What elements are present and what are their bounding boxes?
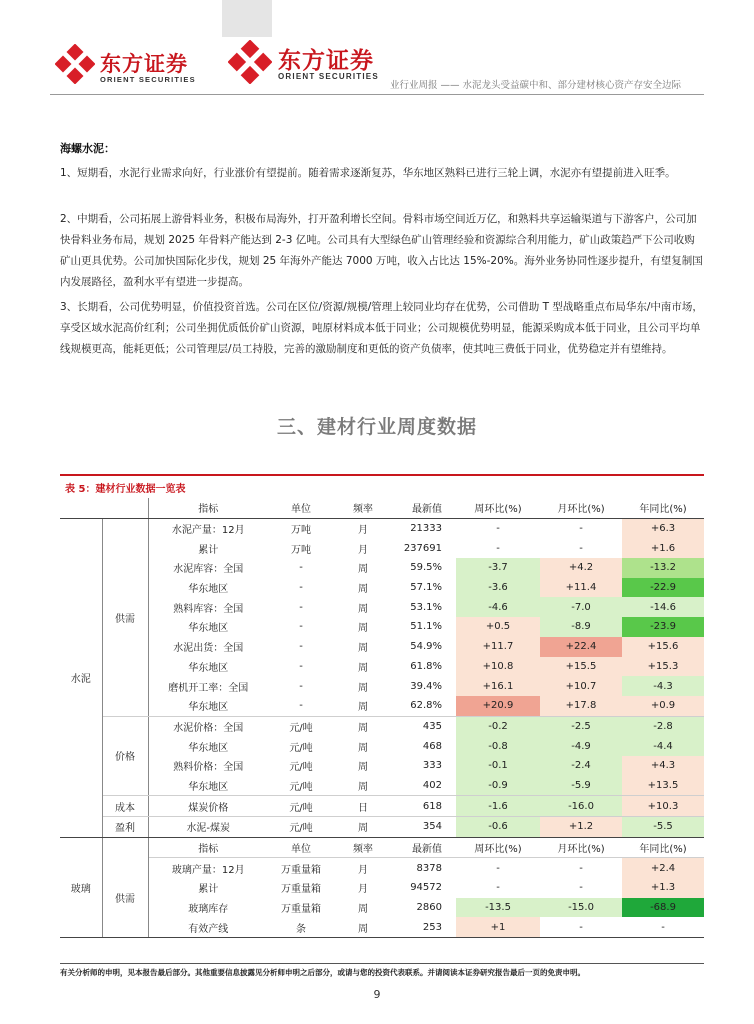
table-row bbox=[60, 796, 704, 817]
change-value: +4.3 bbox=[622, 756, 704, 776]
data-value: - bbox=[299, 582, 303, 594]
data-value: 周 bbox=[358, 904, 368, 916]
column-header: 指标 bbox=[148, 498, 268, 518]
data-value: - bbox=[299, 641, 303, 653]
table-row bbox=[60, 756, 704, 776]
change-value: +0.9 bbox=[622, 696, 704, 716]
data-value: 周 bbox=[334, 696, 392, 716]
category-label: 价格 bbox=[102, 716, 148, 796]
column-header: 月环比(%) bbox=[540, 498, 622, 518]
category-label: 供需 bbox=[102, 858, 148, 938]
change-value: - bbox=[622, 917, 704, 937]
change-value: - bbox=[579, 523, 583, 535]
table-row bbox=[60, 657, 704, 677]
logo-cn-2: 东方证券 bbox=[278, 48, 374, 74]
data-value: 237691 bbox=[403, 542, 442, 554]
data-value: 51.1% bbox=[410, 621, 442, 633]
data-value: 94572 bbox=[410, 882, 442, 894]
data-value: 元/吨 bbox=[268, 817, 334, 838]
indicator-name: 累计 bbox=[198, 544, 219, 556]
change-value: +11.7 bbox=[456, 637, 540, 657]
change-value: - bbox=[579, 862, 583, 874]
column-header: 年同比(%) bbox=[622, 837, 704, 858]
data-value: 元/吨 bbox=[268, 796, 334, 817]
indicator-name: 有效产线 bbox=[148, 917, 268, 937]
column-header: 频率 bbox=[334, 837, 392, 858]
change-value: -5.9 bbox=[540, 776, 622, 796]
data-value: 万吨 bbox=[291, 525, 311, 537]
change-value: -5.5 bbox=[622, 817, 704, 838]
data-value: - bbox=[268, 696, 334, 716]
orient-logo-icon bbox=[228, 40, 272, 84]
change-value: +1.6 bbox=[622, 538, 704, 558]
change-value: -14.6 bbox=[622, 597, 704, 617]
column-header: 年同比(%) bbox=[622, 498, 704, 518]
table-row bbox=[60, 817, 704, 838]
table-row bbox=[60, 878, 704, 898]
column-header: 频率 bbox=[334, 498, 392, 518]
change-value: -0.2 bbox=[456, 716, 540, 736]
change-value: -2.4 bbox=[540, 756, 622, 776]
change-value: -2.5 bbox=[540, 716, 622, 736]
data-value: 周 bbox=[358, 662, 368, 674]
change-value: -4.9 bbox=[540, 736, 622, 756]
data-value: 468 bbox=[422, 740, 442, 752]
change-value: +15.6 bbox=[622, 637, 704, 657]
paragraph-2: 2、中期看，公司拓展上游骨料业务，积极布局海外，打开盈利增长空间。骨料市场空间近万亿，和熟料共享运输渠道与下游客户，公司加快骨料业务布局，规划 2025 年骨料产能达到 2-3 亿吨。公司具有大型绿色矿山管理经验和资源综合利用能力，矿山政策趋严下公司收购矿山更具优势。公司加快国际化步伐，规划 25 年海外产能达 7000 万吨，收入占比达 15%-20%。海外业务协同性逐步提升，有望复制国内发展路径，盈利水平有望进一步提高。 bbox=[60, 213, 703, 288]
change-value: -68.9 bbox=[622, 898, 704, 918]
change-value: -23.9 bbox=[622, 617, 704, 637]
indicator-name: 华东地区 bbox=[148, 696, 268, 716]
data-value: 万吨 bbox=[291, 544, 311, 556]
change-value: -3.7 bbox=[456, 558, 540, 578]
table-row bbox=[60, 696, 704, 716]
table-row bbox=[60, 676, 704, 696]
data-value: - bbox=[299, 562, 303, 574]
indicator-name: 玻璃产量：12月 bbox=[171, 864, 245, 876]
data-value: 周 bbox=[358, 564, 368, 576]
indicator-name: 熟料库容：全国 bbox=[173, 603, 244, 615]
page-number: 9 bbox=[373, 988, 381, 1001]
category-label: 成本 bbox=[102, 796, 148, 817]
table-row bbox=[60, 578, 704, 598]
change-value: -0.6 bbox=[456, 817, 540, 838]
logo-en-2: ORIENT SECURITIES bbox=[278, 72, 379, 81]
data-value: 53.1% bbox=[410, 601, 442, 613]
change-value: -0.9 bbox=[456, 776, 540, 796]
data-value: 618 bbox=[392, 796, 456, 817]
column-header: 月环比(%) bbox=[540, 837, 622, 858]
section-title: 海螺水泥： bbox=[60, 142, 115, 155]
data-value: 周 bbox=[358, 682, 368, 694]
table-row bbox=[60, 637, 704, 657]
column-header: 周环比(%) bbox=[456, 837, 540, 858]
chapter-title: 三、建材行业周度数据 bbox=[276, 416, 477, 438]
change-value: +22.4 bbox=[540, 637, 622, 657]
change-value: -3.6 bbox=[456, 578, 540, 598]
table-row bbox=[60, 898, 704, 918]
change-value: +10.7 bbox=[540, 676, 622, 696]
indicator-name: 华东地区 bbox=[148, 776, 268, 796]
data-value: 月 bbox=[358, 544, 368, 556]
footer-disclaimer: 有关分析师的申明，见本报告最后部分。其他重要信息披露见分析师申明之后部分，或请与您的投资代表联系。并请阅读本证券研究报告最后一页的免责申明。 bbox=[60, 968, 585, 977]
change-value: +1.3 bbox=[622, 878, 704, 898]
data-value: - bbox=[299, 660, 303, 672]
table-row bbox=[60, 736, 704, 756]
data-value: 54.9% bbox=[410, 641, 442, 653]
header-blank bbox=[102, 837, 148, 858]
indicator-name: 水泥库容：全国 bbox=[173, 564, 244, 576]
glass-header-row bbox=[60, 837, 704, 858]
table-top-rule bbox=[60, 474, 704, 476]
change-value: +17.8 bbox=[540, 696, 622, 716]
table-row bbox=[60, 776, 704, 796]
data-value: - bbox=[299, 680, 303, 692]
data-value: 月 bbox=[358, 884, 368, 896]
change-value: -0.1 bbox=[456, 756, 540, 776]
column-header: 最新值 bbox=[392, 498, 456, 518]
change-value: +10.8 bbox=[456, 657, 540, 677]
indicator-name: 玻璃库存 bbox=[188, 904, 229, 916]
change-value: +20.9 bbox=[456, 696, 540, 716]
indicator-name: 熟料价格：全国 bbox=[173, 762, 244, 774]
change-value: -4.3 bbox=[622, 676, 704, 696]
change-value: - bbox=[496, 882, 500, 894]
category-label: 供需 bbox=[102, 518, 148, 716]
data-value: 月 bbox=[358, 525, 368, 537]
data-value: 万重量箱 bbox=[281, 884, 321, 896]
data-value: - bbox=[299, 601, 303, 613]
data-value: 周 bbox=[358, 603, 368, 615]
change-value: -1.6 bbox=[456, 796, 540, 817]
orient-logo-icon bbox=[55, 44, 95, 84]
change-value: -0.8 bbox=[456, 736, 540, 756]
table-row bbox=[60, 518, 704, 538]
change-value: +6.3 bbox=[622, 518, 704, 538]
table-row bbox=[60, 716, 704, 736]
report-header-line: 业行业周报 —— 水泥龙头受益碳中和、部分建材核心资产存安全边际 bbox=[390, 80, 682, 91]
data-value: 59.5% bbox=[410, 562, 442, 574]
header-gray-block bbox=[222, 0, 272, 37]
data-value: 354 bbox=[392, 817, 456, 838]
column-header: 单位 bbox=[268, 837, 334, 858]
change-value: - bbox=[579, 882, 583, 894]
indicator-name: 水泥价格：全国 bbox=[173, 722, 244, 734]
indicator-name: 水泥产量：12月 bbox=[171, 525, 245, 537]
indicator-name: 华东地区 bbox=[188, 584, 229, 596]
table-row bbox=[60, 617, 704, 637]
data-value: 333 bbox=[422, 760, 442, 772]
data-value: 周 bbox=[358, 742, 368, 754]
column-header: 周环比(%) bbox=[456, 498, 540, 518]
data-value: 21333 bbox=[410, 523, 442, 535]
change-value: +1.2 bbox=[540, 817, 622, 838]
change-value: -16.0 bbox=[540, 796, 622, 817]
paragraph-1: 1、短期看，水泥行业需求向好，行业涨价有望提前。随着需求逐渐复苏，华东地区熟料已进行三轮上调，水泥亦有望提前进入旺季。 bbox=[60, 167, 676, 179]
change-value: - bbox=[496, 542, 500, 554]
indicator-name: 水泥出货：全国 bbox=[173, 643, 244, 655]
data-value: 周 bbox=[334, 817, 392, 838]
column-header: 单位 bbox=[268, 498, 334, 518]
data-value: 周 bbox=[358, 762, 368, 774]
change-value: +15.5 bbox=[540, 657, 622, 677]
indicator-name: 华东地区 bbox=[188, 742, 229, 754]
data-value: 2860 bbox=[416, 902, 442, 914]
change-value: +0.5 bbox=[456, 617, 540, 637]
table-row bbox=[60, 597, 704, 617]
building-materials-data-table bbox=[60, 498, 704, 938]
table-row bbox=[60, 558, 704, 578]
indicator-name: 煤炭价格 bbox=[148, 796, 268, 817]
change-value: +13.5 bbox=[622, 776, 704, 796]
data-value: 元/吨 bbox=[268, 776, 334, 796]
data-value: 万重量箱 bbox=[281, 904, 321, 916]
cement-group-label: 水泥 bbox=[60, 518, 102, 837]
data-value: - bbox=[299, 621, 303, 633]
change-value: -22.9 bbox=[622, 578, 704, 598]
data-value: 日 bbox=[334, 796, 392, 817]
column-header: 最新值 bbox=[392, 837, 456, 858]
change-value: -13.5 bbox=[456, 898, 540, 918]
footer-divider bbox=[60, 963, 704, 964]
table-row bbox=[60, 538, 704, 558]
data-value: 周 bbox=[358, 623, 368, 635]
category-label: 盈利 bbox=[102, 817, 148, 838]
paragraph-3: 3、长期看，公司优势明显，价值投资首选。公司在区位/资源/规模/管理上较同业均存在优势，公司借助 T 型战略重点布局华东/中南市场，享受区域水泥高价红利；公司坐拥优质低价矿山资源，吨原材料成本低于同业；公司规模优势明显，能源采购成本低于同业，且公司平均单线规模更高，能耗更低；公司管理层/员工持股，完善的激励制度和更低的资产负债率，使其吨三费低于同业，优势稳定并有望维持。 bbox=[60, 301, 703, 355]
change-value: +4.2 bbox=[540, 558, 622, 578]
change-value: - bbox=[496, 523, 500, 535]
glass-group-label: 玻璃 bbox=[60, 837, 102, 937]
change-value: +10.3 bbox=[622, 796, 704, 817]
data-value: 条 bbox=[268, 917, 334, 937]
change-value: -2.8 bbox=[622, 716, 704, 736]
data-value: 62.8% bbox=[392, 696, 456, 716]
data-value: 39.4% bbox=[410, 680, 442, 692]
data-value: 周 bbox=[334, 776, 392, 796]
data-value: 253 bbox=[392, 917, 456, 937]
change-value: -15.0 bbox=[540, 898, 622, 918]
table-caption: 表 5：建材行业数据一览表 bbox=[65, 484, 186, 495]
data-value: 万重量箱 bbox=[281, 864, 321, 876]
logo-en-1: ORIENT SECURITIES bbox=[100, 75, 196, 84]
data-value: 57.1% bbox=[410, 582, 442, 594]
change-value: +15.3 bbox=[622, 657, 704, 677]
change-value: +11.4 bbox=[540, 578, 622, 598]
table-row bbox=[60, 917, 704, 937]
data-value: 元/吨 bbox=[289, 742, 313, 754]
indicator-name: 华东地区 bbox=[188, 623, 229, 635]
change-value: - bbox=[579, 542, 583, 554]
data-value: 8378 bbox=[416, 862, 442, 874]
change-value: - bbox=[540, 917, 622, 937]
change-value: -4.6 bbox=[456, 597, 540, 617]
table-row bbox=[60, 858, 704, 878]
change-value: -8.9 bbox=[540, 617, 622, 637]
data-value: 周 bbox=[358, 722, 368, 734]
table-header-row bbox=[60, 498, 704, 518]
indicator-name: 水泥-煤炭 bbox=[148, 817, 268, 838]
data-value: 月 bbox=[358, 864, 368, 876]
change-value: -4.4 bbox=[622, 736, 704, 756]
column-header: 指标 bbox=[148, 837, 268, 858]
data-value: 元/吨 bbox=[289, 722, 313, 734]
change-value: -13.2 bbox=[622, 558, 704, 578]
data-value: 402 bbox=[392, 776, 456, 796]
indicator-name: 累计 bbox=[198, 884, 219, 896]
header-blank bbox=[60, 498, 148, 518]
data-value: 61.8% bbox=[410, 660, 442, 672]
logo-cn-1: 东方证券 bbox=[100, 52, 188, 76]
change-value: +2.4 bbox=[622, 858, 704, 878]
data-value: 周 bbox=[358, 584, 368, 596]
data-value: 周 bbox=[358, 643, 368, 655]
indicator-name: 磨机开工率：全国 bbox=[168, 682, 249, 694]
change-value: - bbox=[496, 862, 500, 874]
data-value: 435 bbox=[422, 720, 442, 732]
header-divider bbox=[50, 94, 704, 95]
change-value: -7.0 bbox=[540, 597, 622, 617]
data-value: 周 bbox=[334, 917, 392, 937]
data-value: 元/吨 bbox=[289, 762, 313, 774]
change-value: +1 bbox=[456, 917, 540, 937]
change-value: +16.1 bbox=[456, 676, 540, 696]
indicator-name: 华东地区 bbox=[188, 662, 229, 674]
